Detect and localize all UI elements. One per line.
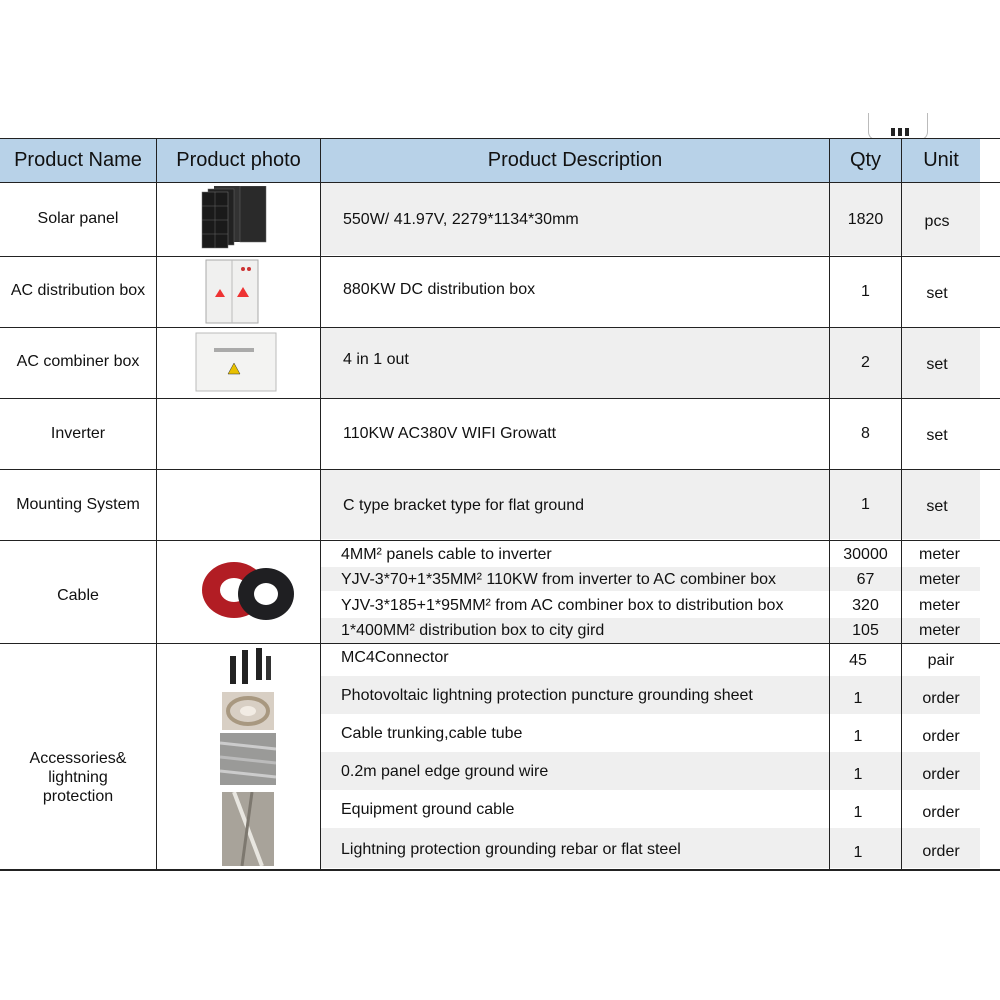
cable-trunking-photo [220,733,276,785]
page-corner-glyph [868,113,928,140]
header-product-description: Product Description [321,139,829,182]
cable-unit: meter [919,546,960,563]
row-qty-mounting-system: 1 [861,496,870,513]
accessory-qty: 45 [849,652,867,669]
accessory-unit: order [922,766,960,783]
row-name-mounting-system: Mounting System [16,496,140,513]
cable-description: 1*400MM² distribution box to city gird [341,622,605,639]
row-description-ac-distribution-box: 880KW DC distribution box [343,281,536,298]
cable-qty: 320 [852,597,879,614]
row-unit-ac-combiner-box: set [926,356,948,373]
accessories-name-line: protection [42,788,114,805]
cable-photo [198,552,298,624]
accessory-description: Lightning protection grounding rebar or flat steel [341,841,681,858]
header-product-name: Product Name [0,139,156,182]
accessory-qty: 1 [853,690,863,707]
accessory-description: Cable trunking,cable tube [341,725,523,742]
solar-panel-photo [200,186,270,250]
cable-unit: meter [919,622,960,639]
row-name-accessories [0,749,156,806]
row-description-inverter: 110KW AC380V WIFI Growatt [343,425,557,442]
accessories-name-line: Accessories& [29,750,127,767]
header-unit: Unit [902,139,980,182]
accessory-qty: 1 [853,804,863,821]
accessory-description: 0.2m panel edge ground wire [341,763,549,780]
accessory-description: Equipment ground cable [341,801,515,818]
row-unit-ac-distribution-box: set [926,285,948,302]
ground-wire-photo [222,792,274,866]
cable-qty: 30000 [843,546,888,563]
row-name-ac-combiner-box: AC combiner box [16,353,140,370]
row-qty-inverter: 8 [861,425,870,442]
cable-unit: meter [919,571,960,588]
accessory-description: MC4Connector [341,649,449,666]
row-description-solar-panel: 550W/ 41.97V, 2279*1134*30mm [343,211,579,228]
row-name-cable: Cable [57,587,99,604]
mc4-connector-photo [222,646,278,688]
cable-description: YJV-3*185+1*95MM² from AC combiner box to distribution box [341,597,784,614]
cable-description: YJV-3*70+1*35MM² 110KW from inverter to AC combiner box [341,571,776,588]
accessory-qty: 1 [853,728,863,745]
accessory-unit: order [922,843,960,860]
grounding-sheet-photo [222,692,274,730]
row-qty-ac-distribution-box: 1 [861,283,870,300]
header-qty: Qty [830,139,901,182]
accessory-unit: order [922,728,960,745]
row-description-mounting-system: C type bracket type for flat ground [343,497,585,514]
accessory-unit: pair [927,652,955,669]
row-description-ac-combiner-box: 4 in 1 out [343,351,409,368]
distribution-box-photo [203,259,263,325]
accessories-name-line: lightning [48,769,108,786]
cable-unit: meter [919,597,960,614]
row-unit-inverter: set [926,427,948,444]
header-product-photo: Product photo [157,139,320,182]
row-name-inverter: Inverter [50,425,106,442]
accessory-qty: 1 [853,766,863,783]
row-qty-solar-panel: 1820 [847,211,884,228]
row-unit-solar-panel: pcs [924,213,950,230]
row-name-ac-distribution-box: AC distribution box [10,282,146,299]
combiner-box-photo [194,330,280,396]
accessory-description: Photovoltaic lightning protection puncture grounding sheet [341,687,753,704]
row-unit-mounting-system: set [926,498,948,515]
accessory-unit: order [922,804,960,821]
accessory-unit: order [922,690,960,707]
row-name-solar-panel: Solar panel [37,210,119,227]
accessory-qty: 1 [853,844,863,861]
cable-qty: 67 [856,571,875,588]
row-qty-ac-combiner-box: 2 [861,354,870,371]
cable-qty: 105 [852,622,879,639]
cable-description: 4MM² panels cable to inverter [341,546,552,563]
